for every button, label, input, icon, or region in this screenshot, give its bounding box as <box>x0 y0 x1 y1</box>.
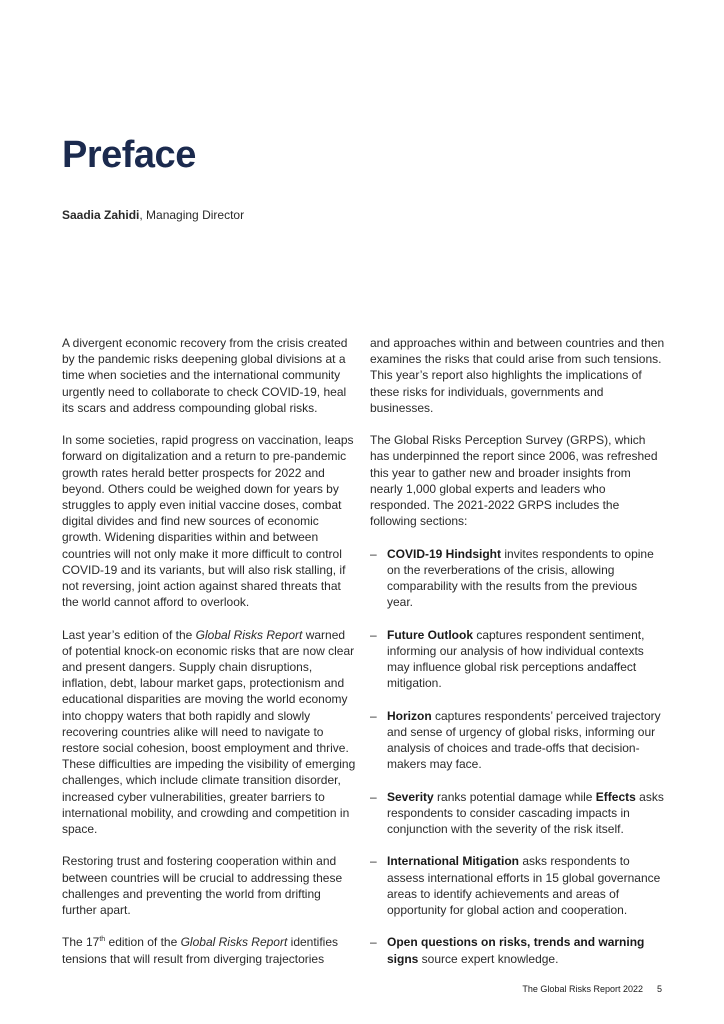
paragraph: In some societies, rapid progress on vaccination, leaps forward on digitalization and a return to pre-pandemic growth rates herald better prospects for 2022 and beyond. Others could be weighed down for years by struggles to apply even initial vaccine doses, combat digital divides and find new sources of economic growth. Widening disparities within and between countries will not only make it more difficult to control COVID-19 and its variants, but will also risk stalling, if not reversing, joint action against shared threats that the world cannot afford to overlook. <box>62 433 354 610</box>
page-number: 5 <box>656 984 662 994</box>
dash-bullet: – <box>370 854 377 869</box>
list-item: – Horizon captures respondents’ perceived trajectory and sense of urgency of global risks, informing our analysis of choices and trade-offs that decision-makers may face. <box>370 708 661 772</box>
report-title-italic: Global Risks Report <box>180 935 288 950</box>
list-item: – International Mitigation asks respondents to assess international efforts in 15 global governance areas to identify achievements and areas of opportunity for global action and cooperation. <box>370 854 661 918</box>
paragraph: Restoring trust and fostering cooperation within and between countries will be crucial to addressing these challenges and preventing the world from drifting further apart. <box>62 854 343 918</box>
paragraph: A divergent economic recovery from the crisis created by the pandemic risks deepening global divisions at a time when societies and the international community urgently need to collaborate to check COVID-19, heal its scars and address compounding global risks. <box>62 336 348 415</box>
dash-bullet: – <box>370 708 377 723</box>
list-item: – COVID-19 Hindsight invites respondents to opine on the reverberations of the crisis, allowing comparability with the results from the previous year. <box>370 546 654 610</box>
dash-bullet: – <box>370 627 377 642</box>
right-column <box>370 335 666 983</box>
page-footer <box>522 984 662 994</box>
list-item: – Severity ranks potential damage while Effects asks respondents to consider cascading impacts in conjunction with the severity of the risk itself. <box>370 789 664 837</box>
footer-report-title: The Global Risks Report 2022 <box>522 984 643 994</box>
paragraph: The 17th edition of the Global Risks Report identifies tensions that will result from diverging trajectories <box>62 935 339 966</box>
page-title: Preface <box>62 134 196 176</box>
paragraph: Last year’s edition of the Global Risks Report warned of potential knock-on economic risks that are now clear and present dangers. Supply chain disruptions, inflation, debt, labour market gaps, protectionism and educational disparities are moving the world economy into choppy waters that both rapidly and slowly recovering countries alike will need to navigate to restore social cohesion, boost employment and thrive. These difficulties are impeding the visibility of emerging challenges, which include climate transition disorder, increased cyber vulnerabilities, greater barriers to international mobility, and crowding and competition in space. <box>62 627 356 837</box>
survey-sections-list <box>370 546 666 967</box>
author-line <box>62 208 244 222</box>
ordinal-suffix: th <box>99 936 106 944</box>
left-column <box>62 335 356 983</box>
dash-bullet: – <box>370 546 377 561</box>
author-name: Saadia Zahidi <box>62 208 140 222</box>
dash-bullet: – <box>370 935 377 950</box>
dash-bullet: – <box>370 789 377 804</box>
author-role: , Managing Director <box>139 208 245 222</box>
paragraph: The Global Risks Perception Survey (GRPS), which has underpinned the report since 2006, was refreshed this year to gather new and broader insights from nearly 1,000 global experts and leaders who responded. The 2021-2022 GRPS includes the following sections: <box>370 433 658 529</box>
list-item: – Open questions on risks, trends and warning signs source expert knowledge. <box>370 935 645 966</box>
paragraph: and approaches within and between countries and then examines the risks that could arise from such tensions. This year’s report also highlights the implications of these risks for individuals, governments and businesses. <box>370 336 665 415</box>
list-item: – Future Outlook captures respondent sentiment, informing our analysis of how individual contexts may influence global risk perceptions andaffect mitigation. <box>370 627 645 691</box>
report-title-italic: Global Risks Report <box>195 627 303 642</box>
